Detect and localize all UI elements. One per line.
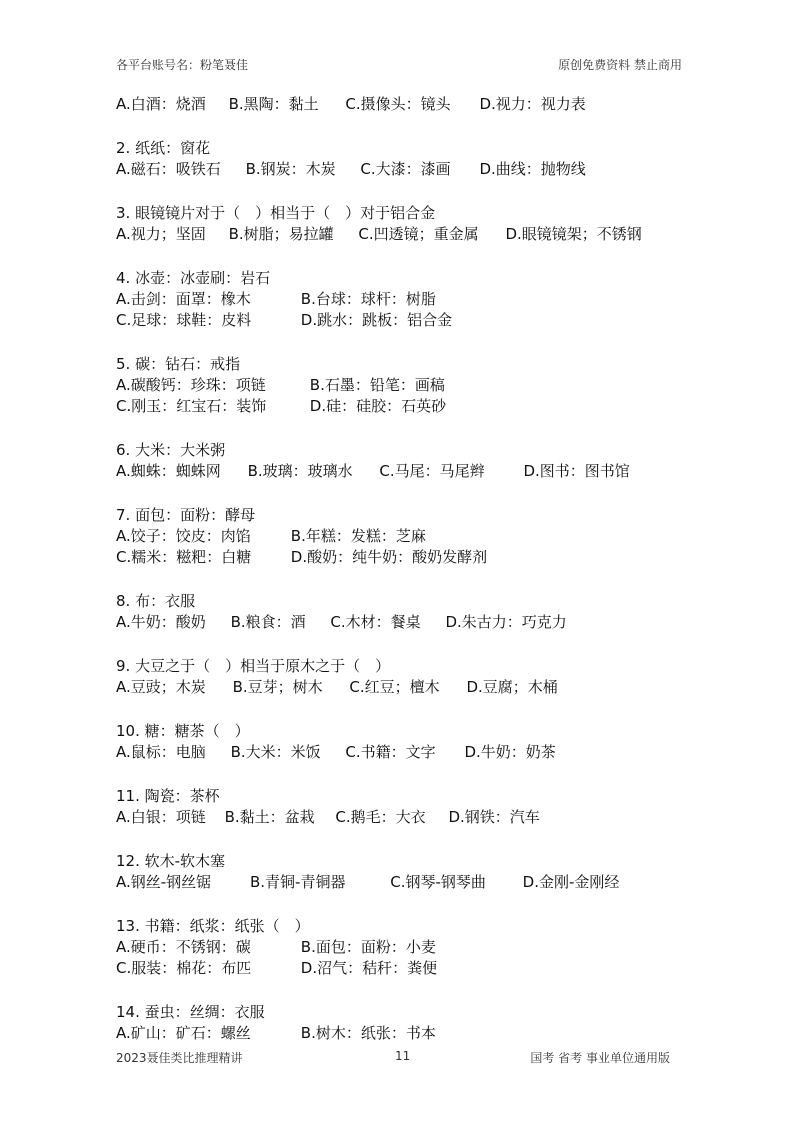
option-d: D.豆腐；木桶 — [466, 678, 558, 696]
question-block — [116, 138, 696, 180]
option-c: C.凹透镜；重金属 — [358, 225, 479, 243]
question-block — [116, 354, 696, 417]
option-a: A.蜘蛛：蜘蛛网 — [116, 462, 221, 480]
options-row — [116, 872, 696, 893]
question-stem: 6. 大米：大米粥 — [116, 441, 226, 459]
options-row — [116, 224, 696, 245]
option-c: C.书籍：文字 — [345, 743, 436, 761]
option-b: B.台球：球杆：树脂 — [300, 290, 436, 308]
options-row — [116, 94, 696, 115]
option-b: B.树脂；易拉罐 — [228, 225, 334, 243]
option-b: B.粮食：酒 — [230, 613, 306, 631]
question-list — [116, 94, 696, 1067]
option-a: A.鼠标：电脑 — [116, 743, 206, 761]
option-d: D.硅：硅胶：石英砂 — [309, 397, 447, 415]
options-row — [116, 396, 696, 417]
page-number: 11 — [395, 1049, 411, 1063]
option-d: D.眼镜镜架；不锈钢 — [505, 225, 642, 243]
options-row — [116, 742, 696, 763]
option-a: A.牛奶：酸奶 — [116, 613, 206, 631]
question-stem: 11. 陶瓷：茶杯 — [116, 787, 220, 805]
option-a: A.白酒：烧酒 — [116, 95, 206, 113]
options-row — [116, 677, 696, 698]
option-d: D.沼气：秸秆：粪便 — [300, 959, 438, 977]
option-b: B.钢炭：木炭 — [245, 160, 336, 178]
option-a: A.视力；坚固 — [116, 225, 206, 243]
options-row — [116, 958, 696, 979]
question-block — [116, 440, 696, 482]
option-b: B.黑陶：黏土 — [228, 95, 319, 113]
option-c: C.刚玉：红宝石：装饰 — [116, 397, 267, 415]
option-d: D.跳水：跳板：铝合金 — [300, 311, 453, 329]
option-b: B.树木：纸张：书本 — [300, 1024, 436, 1042]
question-block — [116, 916, 696, 979]
option-a: A.饺子：饺皮：肉馅 — [116, 527, 251, 545]
option-d: D.视力：视力表 — [479, 95, 586, 113]
footer-title: 2023聂佳类比推理精讲 — [116, 1051, 243, 1065]
option-a: A.击剑：面罩：橡木 — [116, 290, 251, 308]
question-block — [116, 505, 696, 568]
question-stem: 12. 软木-软木塞 — [116, 852, 226, 870]
question-block — [116, 94, 696, 115]
option-a: A.矿山：矿石：螺丝 — [116, 1024, 251, 1042]
header-notice: 原创免费资料 禁止商用 — [558, 58, 682, 72]
options-row — [116, 612, 696, 633]
option-a: A.碳酸钙：珍珠：项链 — [116, 376, 266, 394]
option-b: B.面包：面粉：小麦 — [300, 938, 436, 956]
option-b: B.大米：米饭 — [230, 743, 321, 761]
option-c: C.糯米：糍粑：白糖 — [116, 548, 252, 566]
option-a: A.硬币：不锈钢：碳 — [116, 938, 251, 956]
option-d: D.朱古力：巧克力 — [445, 613, 567, 631]
option-a: A.钢丝-钢丝锯 — [116, 873, 212, 891]
option-a: A.豆豉；木炭 — [116, 678, 206, 696]
options-row — [116, 159, 696, 180]
question-stem: 10. 糖：糖茶（ ） — [116, 722, 250, 740]
options-row — [116, 526, 696, 547]
options-row — [116, 310, 696, 331]
question-stem: 7. 面包：面粉：酵母 — [116, 506, 256, 524]
option-b: B.玻璃：玻璃水 — [247, 462, 353, 480]
question-block — [116, 656, 696, 698]
option-c: C.钢琴-钢琴曲 — [390, 873, 486, 891]
question-stem: 5. 碳：钻石：戒指 — [116, 355, 241, 373]
footer-edition: 国考 省考 事业单位通用版 — [530, 1051, 670, 1065]
option-d: D.金刚-金刚经 — [522, 873, 620, 891]
options-row — [116, 1023, 696, 1044]
option-c: C.服装：棉花：布匹 — [116, 959, 252, 977]
question-stem: 4. 冰壶：冰壶刷：岩石 — [116, 269, 271, 287]
option-c: C.大漆：漆画 — [360, 160, 451, 178]
option-d: D.钢铁：汽车 — [448, 808, 540, 826]
question-stem: 14. 蚕虫：丝绸：衣服 — [116, 1003, 265, 1021]
option-b: B.石墨：铅笔：画稿 — [309, 376, 445, 394]
option-c: C.红豆；檀木 — [349, 678, 440, 696]
question-block — [116, 851, 696, 893]
options-row — [116, 937, 696, 958]
option-d: D.牛奶：奶茶 — [464, 743, 556, 761]
question-stem: 8. 布：衣服 — [116, 592, 196, 610]
options-row — [116, 289, 696, 310]
option-d: D.图书：图书馆 — [523, 462, 630, 480]
question-block — [116, 268, 696, 331]
header-account-name: 各平台账号名：粉笔聂佳 — [116, 58, 249, 72]
option-d: D.曲线：抛物线 — [479, 160, 586, 178]
option-b: B.豆芽；树木 — [232, 678, 323, 696]
option-a: A.白银：项链 — [116, 808, 206, 826]
option-c: C.摄像头：镜头 — [345, 95, 451, 113]
option-d: D.酸奶：纯牛奶：酸奶发酵剂 — [290, 548, 488, 566]
option-b: B.青铜-青铜器 — [249, 873, 346, 891]
options-row — [116, 547, 696, 568]
option-c: C.鹅毛：大衣 — [335, 808, 426, 826]
question-block — [116, 203, 696, 245]
option-c: C.木材：餐桌 — [330, 613, 421, 631]
option-a: A.磁石：吸铁石 — [116, 160, 221, 178]
option-c: C.马尾：马尾辫 — [379, 462, 485, 480]
question-block — [116, 1002, 696, 1044]
option-c: C.足球：球鞋：皮料 — [116, 311, 252, 329]
question-stem: 3. 眼镜镜片对于（ ）相当于（ ）对于铝合金 — [116, 204, 436, 222]
question-block — [116, 721, 696, 763]
question-stem: 9. 大豆之于（ ）相当于原木之于（ ） — [116, 657, 391, 675]
question-stem: 2. 纸纸：窗花 — [116, 139, 211, 157]
options-row — [116, 461, 696, 482]
options-row — [116, 807, 696, 828]
option-b: B.黏土：盆栽 — [224, 808, 315, 826]
question-block — [116, 786, 696, 828]
options-row — [116, 375, 696, 396]
question-stem: 13. 书籍：纸浆：纸张（ ） — [116, 917, 310, 935]
option-b: B.年糕：发糕：芝麻 — [290, 527, 426, 545]
question-block — [116, 591, 696, 633]
